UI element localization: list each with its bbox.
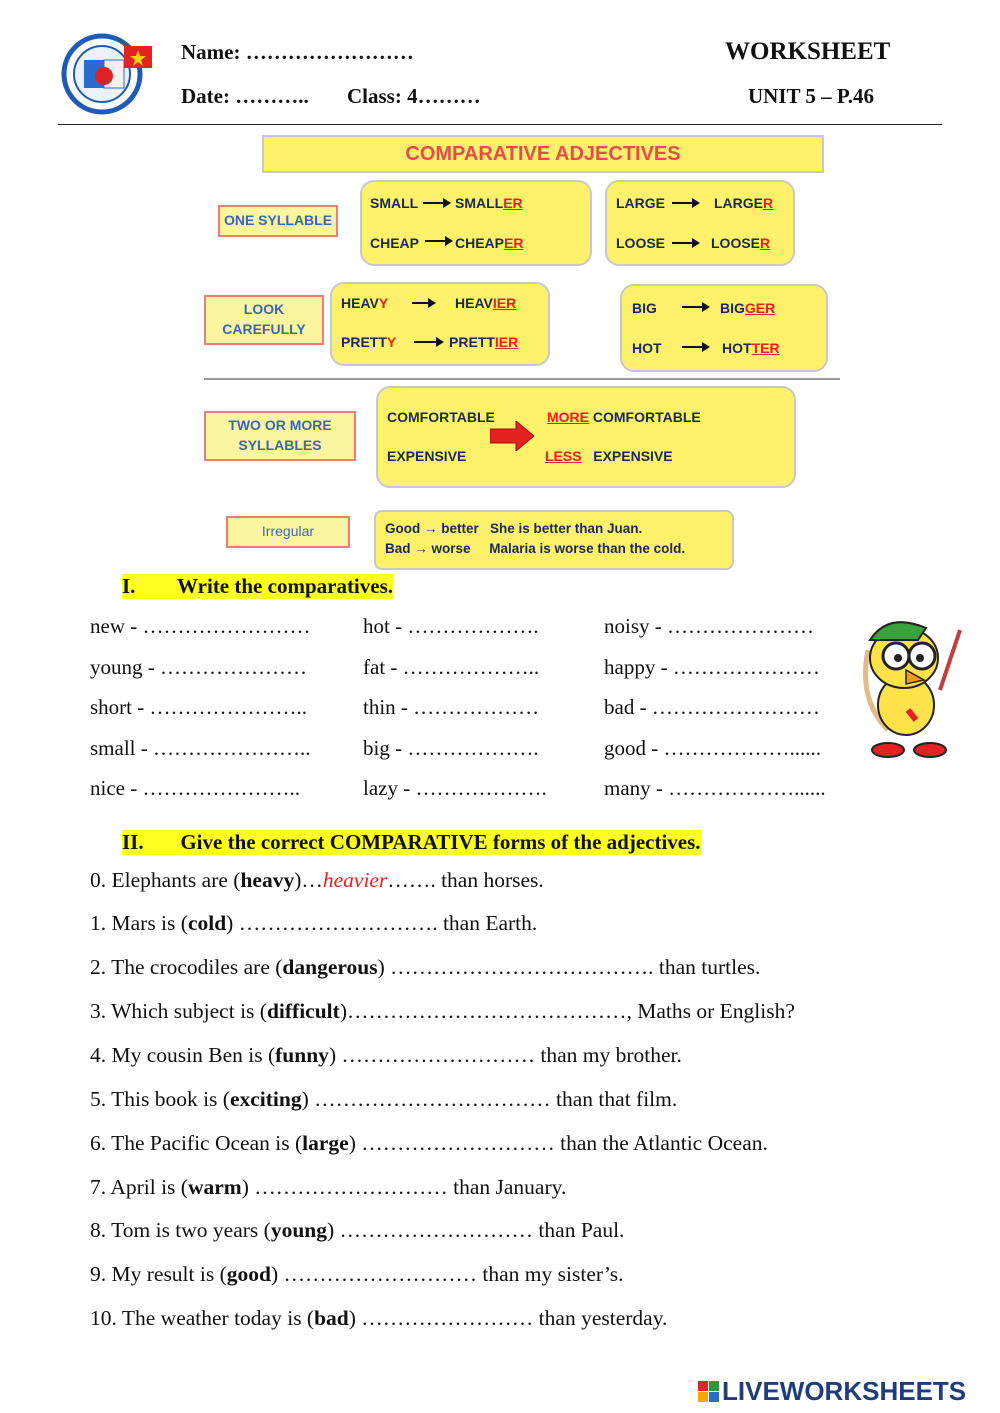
label-look-carefully: LOOK CAREFULLY bbox=[204, 295, 324, 345]
word-hotter: HOTTER bbox=[722, 340, 780, 356]
label-irregular: Irregular bbox=[226, 516, 350, 548]
exercise-small[interactable]: small - ………………….. bbox=[90, 736, 311, 760]
exercise-fat[interactable]: fat - ……………….. bbox=[363, 655, 540, 679]
section-1-heading: I. Write the comparatives. bbox=[122, 574, 394, 598]
question-5[interactable]: 5. This book is (exciting) …………………………… than that film. bbox=[90, 1087, 678, 1111]
exercise-thin[interactable]: thin - ……………… bbox=[363, 695, 540, 719]
class-field[interactable]: Class: 4……… bbox=[347, 84, 481, 108]
question-2[interactable]: 2. The crocodiles are (dangerous) ………………………………. than turtles. bbox=[90, 955, 761, 979]
question-4[interactable]: 4. My cousin Ben is (funny) ……………………… than my brother. bbox=[90, 1043, 682, 1067]
label-two-or-more-syllables: TWO OR MORE SYLLABLES bbox=[204, 411, 356, 461]
liveworksheets-logo[interactable] bbox=[698, 1376, 966, 1406]
label-one-syllable: ONE SYLLABLE bbox=[218, 205, 338, 237]
rule-box-irregular bbox=[374, 510, 734, 570]
exercise-lazy[interactable]: lazy - ………………. bbox=[363, 776, 547, 800]
question-7[interactable]: 7. April is (warm) ……………………… than January. bbox=[90, 1175, 567, 1199]
word-less-expensive: LESS EXPENSIVE bbox=[545, 448, 673, 464]
exercise-many[interactable]: many - ………………...... bbox=[604, 776, 826, 800]
word-heavy: HEAVY bbox=[341, 295, 389, 311]
grammar-title: COMPARATIVE ADJECTIVES bbox=[262, 135, 824, 173]
word-big: BIG bbox=[632, 300, 657, 316]
question-6[interactable]: 6. The Pacific Ocean is (large) ……………………… than the Atlantic Ocean. bbox=[90, 1131, 768, 1155]
arrow-icon bbox=[412, 302, 434, 304]
word-smaller: SMALLER bbox=[455, 195, 523, 211]
rule-box-small-cheap bbox=[360, 180, 592, 266]
exercise-bad[interactable]: bad - …………………… bbox=[604, 695, 820, 719]
example-sentence: 0. Elephants are (heavy)…heavier……. than horses. bbox=[90, 868, 544, 892]
cartoon-bird-icon bbox=[848, 610, 968, 760]
irregular-good: Good → better She is better than Juan. bbox=[385, 521, 643, 536]
question-1[interactable]: 1. Mars is (cold) ………………………. than Earth. bbox=[90, 911, 538, 935]
school-logo bbox=[58, 32, 162, 116]
word-large: LARGE bbox=[616, 195, 665, 211]
name-field[interactable]: Name: …………………… bbox=[181, 40, 414, 64]
rule-box-large-loose bbox=[605, 180, 795, 266]
rule-box-more-less bbox=[376, 386, 796, 488]
word-small: SMALL bbox=[370, 195, 419, 211]
exercise-new[interactable]: new - …………………… bbox=[90, 614, 311, 638]
word-cheap: CHEAP bbox=[370, 235, 420, 251]
unit-label: UNIT 5 – P.46 bbox=[748, 84, 875, 108]
exercise-happy[interactable]: happy - ………………… bbox=[604, 655, 820, 679]
arrow-icon bbox=[672, 202, 698, 204]
example-answer: heavier bbox=[322, 868, 388, 892]
word-more-comfortable: MORE COMFORTABLE bbox=[547, 409, 701, 425]
word-looser: LOOSER bbox=[711, 235, 771, 251]
brand-mark-icon bbox=[698, 1379, 720, 1403]
word-comfortable: COMFORTABLE bbox=[387, 409, 495, 425]
question-9[interactable]: 9. My result is (good) ……………………… than my sister’s. bbox=[90, 1262, 624, 1286]
word-pretty: PRETTY bbox=[341, 334, 397, 350]
exercise-nice[interactable]: nice - ………………….. bbox=[90, 776, 300, 800]
rule-box-big-hot bbox=[620, 284, 828, 372]
word-expensive: EXPENSIVE bbox=[387, 448, 467, 464]
word-cheaper: CHEAPER bbox=[455, 235, 524, 251]
arrow-icon bbox=[414, 341, 442, 343]
arrow-icon bbox=[423, 202, 449, 204]
chart-divider bbox=[204, 378, 840, 380]
exercise-good[interactable]: good - ………………...... bbox=[604, 736, 821, 760]
question-10[interactable]: 10. The weather today is (bad) …………………… than yesterday. bbox=[90, 1306, 668, 1330]
arrow-icon bbox=[682, 346, 708, 348]
exercise-short[interactable]: short - ………………….. bbox=[90, 695, 307, 719]
word-hot: HOT bbox=[632, 340, 662, 356]
page-title: WORKSHEET bbox=[725, 38, 891, 65]
exercise-young[interactable]: young - ………………… bbox=[90, 655, 307, 679]
word-bigger: BIGGER bbox=[720, 300, 776, 316]
arrow-icon bbox=[682, 306, 708, 308]
arrow-icon bbox=[672, 242, 698, 244]
header-divider bbox=[58, 124, 942, 125]
big-arrow-icon bbox=[490, 421, 534, 451]
exercise-hot[interactable]: hot - ………………. bbox=[363, 614, 539, 638]
word-heavier: HEAVIER bbox=[455, 295, 517, 311]
word-prettier: PRETTIER bbox=[449, 334, 519, 350]
brand-name: LIVEWORKSHEETS bbox=[722, 1375, 967, 1406]
word-larger: LARGER bbox=[714, 195, 774, 211]
question-3[interactable]: 3. Which subject is (difficult)…………………………………, Maths or English? bbox=[90, 999, 795, 1023]
question-8[interactable]: 8. Tom is two years (young) ……………………… than Paul. bbox=[90, 1218, 625, 1242]
word-loose: LOOSE bbox=[616, 235, 666, 251]
exercise-big[interactable]: big - ………………. bbox=[363, 736, 539, 760]
irregular-bad: Bad → worse Malaria is worse than the cold. bbox=[385, 541, 686, 556]
date-field[interactable]: Date: ……….. bbox=[181, 84, 309, 108]
arrow-icon bbox=[425, 240, 451, 242]
exercise-noisy[interactable]: noisy - ………………… bbox=[604, 614, 814, 638]
section-2-heading: II. Give the correct COMPARATIVE forms of the adjectives. bbox=[122, 830, 701, 854]
